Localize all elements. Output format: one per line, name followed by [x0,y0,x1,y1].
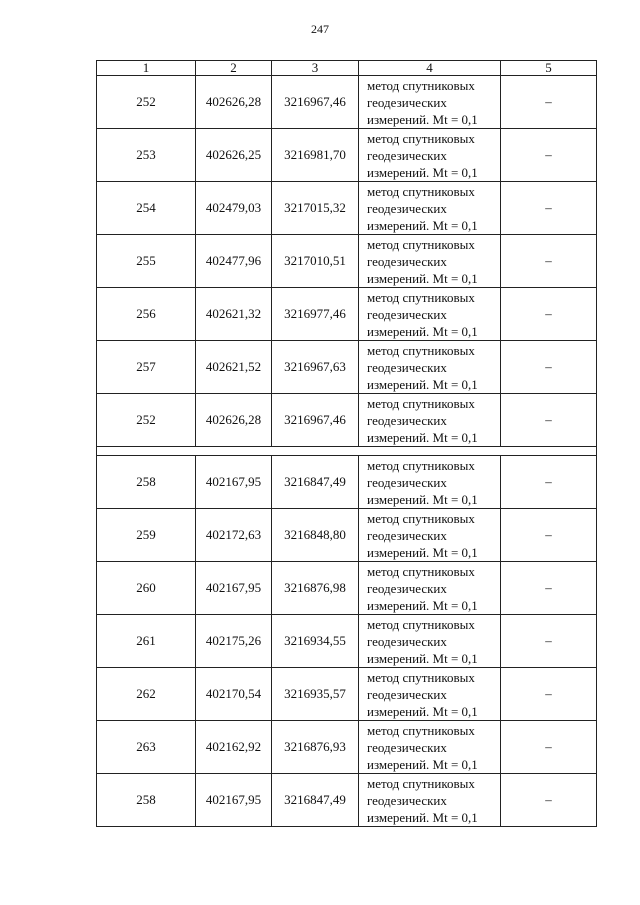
method-text-line3: измерений. Mt = 0,1 [367,429,478,445]
method-text-line1: метод спутниковых [367,289,475,305]
method-text-line2: геодезических [367,147,447,163]
method-text-line2: геодезических [367,200,447,216]
method-cell [359,129,501,182]
table-row [97,394,597,447]
point-number-cell: 254 [97,182,196,235]
x-coordinate-cell: 402621,32 [196,288,272,341]
method-text-line1: метод спутниковых [367,563,475,579]
y-coordinate-cell: 3216934,55 [272,615,359,668]
method-text-line2: геодезических [367,412,447,428]
x-coordinate-cell: 402167,95 [196,774,272,827]
y-coordinate-cell: 3216876,98 [272,562,359,615]
x-coordinate-cell: 402626,28 [196,394,272,447]
method-text-line3: измерений. Mt = 0,1 [367,597,478,613]
method-text-line2: геодезических [367,792,447,808]
empty-value-dash: – [501,509,597,562]
coordinates-table [96,60,597,827]
y-coordinate-cell: 3216967,46 [272,394,359,447]
method-cell [359,341,501,394]
y-coordinate-cell: 3216847,49 [272,774,359,827]
method-text-line3: измерений. Mt = 0,1 [367,703,478,719]
method-cell [359,509,501,562]
table-row [97,721,597,774]
method-cell [359,394,501,447]
header-col-1: 1 [97,61,196,76]
y-coordinate-cell: 3217015,32 [272,182,359,235]
method-text-line3: измерений. Mt = 0,1 [367,164,478,180]
table-row [97,509,597,562]
method-text-line1: метод спутниковых [367,395,475,411]
table-body [97,76,597,827]
y-coordinate-cell: 3217010,51 [272,235,359,288]
empty-value-dash: – [501,668,597,721]
x-coordinate-cell: 402172,63 [196,509,272,562]
empty-value-dash: – [501,129,597,182]
method-text-line2: геодезических [367,474,447,490]
x-coordinate-cell: 402167,95 [196,562,272,615]
empty-value-dash: – [501,721,597,774]
table-header-row [97,61,597,76]
method-cell [359,235,501,288]
table-row [97,562,597,615]
method-text-line2: геодезических [367,359,447,375]
method-text-line1: метод спутниковых [367,236,475,252]
table-row [97,456,597,509]
page-number: 247 [311,22,329,36]
y-coordinate-cell: 3216847,49 [272,456,359,509]
method-text-line3: измерений. Mt = 0,1 [367,544,478,560]
group-separator-cell [97,447,597,456]
point-number-cell: 255 [97,235,196,288]
x-coordinate-cell: 402479,03 [196,182,272,235]
method-text-line2: геодезических [367,527,447,543]
header-col-2: 2 [196,61,272,76]
method-text-line3: измерений. Mt = 0,1 [367,270,478,286]
point-number-cell: 262 [97,668,196,721]
empty-value-dash: – [501,456,597,509]
y-coordinate-cell: 3216977,46 [272,288,359,341]
method-cell [359,182,501,235]
table-row [97,129,597,182]
header-col-3: 3 [272,61,359,76]
empty-value-dash: – [501,76,597,129]
method-text-line2: геодезических [367,739,447,755]
x-coordinate-cell: 402162,92 [196,721,272,774]
table-row [97,341,597,394]
method-text-line3: измерений. Mt = 0,1 [367,111,478,127]
point-number-cell: 257 [97,341,196,394]
table-row [97,774,597,827]
method-text-line2: геодезических [367,686,447,702]
method-text-line1: метод спутниковых [367,77,475,93]
method-text-line1: метод спутниковых [367,130,475,146]
table-row [97,668,597,721]
empty-value-dash: – [501,394,597,447]
method-text-line3: измерений. Mt = 0,1 [367,809,478,825]
x-coordinate-cell: 402626,25 [196,129,272,182]
point-number-cell: 263 [97,721,196,774]
method-text-line2: геодезических [367,306,447,322]
method-text-line1: метод спутниковых [367,616,475,632]
method-cell [359,288,501,341]
method-text-line2: геодезических [367,580,447,596]
y-coordinate-cell: 3216935,57 [272,668,359,721]
method-text-line2: геодезических [367,253,447,269]
method-text-line3: измерений. Mt = 0,1 [367,376,478,392]
empty-value-dash: – [501,615,597,668]
point-number-cell: 260 [97,562,196,615]
point-number-cell: 253 [97,129,196,182]
point-number-cell: 259 [97,509,196,562]
method-text-line1: метод спутниковых [367,342,475,358]
method-text-line3: измерений. Mt = 0,1 [367,650,478,666]
method-cell [359,721,501,774]
table-row [97,235,597,288]
method-cell [359,562,501,615]
method-cell [359,456,501,509]
empty-value-dash: – [501,341,597,394]
group-separator-row [97,447,597,456]
method-text-line1: метод спутниковых [367,775,475,791]
y-coordinate-cell: 3216967,46 [272,76,359,129]
x-coordinate-cell: 402167,95 [196,456,272,509]
x-coordinate-cell: 402170,54 [196,668,272,721]
method-text-line1: метод спутниковых [367,722,475,738]
x-coordinate-cell: 402477,96 [196,235,272,288]
table-row [97,182,597,235]
table-row [97,76,597,129]
empty-value-dash: – [501,235,597,288]
x-coordinate-cell: 402621,52 [196,341,272,394]
header-col-4: 4 [359,61,501,76]
point-number-cell: 256 [97,288,196,341]
empty-value-dash: – [501,182,597,235]
method-text-line2: геодезических [367,94,447,110]
method-cell [359,615,501,668]
point-number-cell: 261 [97,615,196,668]
method-cell [359,76,501,129]
method-text-line3: измерений. Mt = 0,1 [367,217,478,233]
y-coordinate-cell: 3216967,63 [272,341,359,394]
point-number-cell: 258 [97,456,196,509]
method-text-line1: метод спутниковых [367,183,475,199]
y-coordinate-cell: 3216981,70 [272,129,359,182]
empty-value-dash: – [501,774,597,827]
method-text-line1: метод спутниковых [367,669,475,685]
method-text-line3: измерений. Mt = 0,1 [367,756,478,772]
y-coordinate-cell: 3216876,93 [272,721,359,774]
y-coordinate-cell: 3216848,80 [272,509,359,562]
x-coordinate-cell: 402626,28 [196,76,272,129]
method-cell [359,668,501,721]
method-cell [359,774,501,827]
empty-value-dash: – [501,288,597,341]
method-text-line1: метод спутниковых [367,457,475,473]
method-text-line2: геодезических [367,633,447,649]
empty-value-dash: – [501,562,597,615]
table-row [97,288,597,341]
table-row [97,615,597,668]
point-number-cell: 258 [97,774,196,827]
x-coordinate-cell: 402175,26 [196,615,272,668]
point-number-cell: 252 [97,76,196,129]
method-text-line3: измерений. Mt = 0,1 [367,491,478,507]
method-text-line3: измерений. Mt = 0,1 [367,323,478,339]
header-col-5: 5 [501,61,597,76]
point-number-cell: 252 [97,394,196,447]
method-text-line1: метод спутниковых [367,510,475,526]
